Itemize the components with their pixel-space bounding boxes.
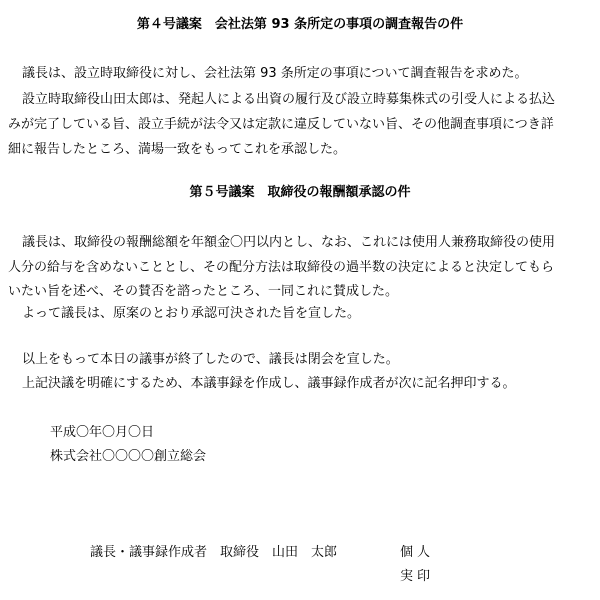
agenda-5-paragraph-2: よって議長は、原案のとおり承認可決された旨を宣した。 [22,306,361,321]
agenda-4-paragraph-1: 議長は、設立時取締役に対し、会社法第 93 条所定の事項について調査報告を求めた。 [22,66,528,81]
agenda-5-paragraph-1-line-3: いたい旨を述べ、その賛否を諮ったところ、一同これに賛成した。 [8,284,399,299]
agenda-4-paragraph-2-line-2: みが完了している旨、設立手続が法令又は定款に違反していない旨、その他調査事項につき詳 [8,117,554,132]
meeting-date: 平成〇年〇月〇日 [50,425,155,440]
agenda-4-paragraph-2-line-3: 細に報告したところ、満場一致をもってこれを承認した。 [8,142,347,157]
agenda-5-paragraph-1-line-2: 人分の給与を含めないこととし、その配分方法は取締役の過半数の決定によると決定してもら [8,260,555,275]
agenda-5-title: 第５号議案 取締役の報酬額承認の件 [189,185,411,200]
signature-name: 山田 太郎 [272,545,338,560]
signature-role: 議長・議事録作成者 [90,545,208,560]
agenda-4-paragraph-2-line-1: 設立時取締役山田太郎は、発起人による出資の履行及び設立時募集株式の引受人による払込 [22,92,556,107]
signature-title: 取締役 [220,545,260,560]
agenda-4-title: 第４号議案 会社法第 93 条所定の事項の調査報告の件 [136,17,464,32]
signature-line [90,545,337,561]
seal-label-bottom: 実印 [400,569,435,584]
closing-paragraph-1: 以上をもって本日の議事が終了したので、議長は閉会を宣した。 [22,352,399,367]
seal-label-top: 個人 [400,545,435,560]
meeting-name: 株式会社〇〇〇〇創立総会 [50,449,207,464]
closing-paragraph-2: 上記決議を明確にするため、本議事録を作成し、議事録作成者が次に記名押印する。 [22,376,516,391]
agenda-5-paragraph-1-line-1: 議長は、取締役の報酬総額を年額金〇円以内とし、なお、これには使用人兼務取締役の使用 [22,235,556,250]
